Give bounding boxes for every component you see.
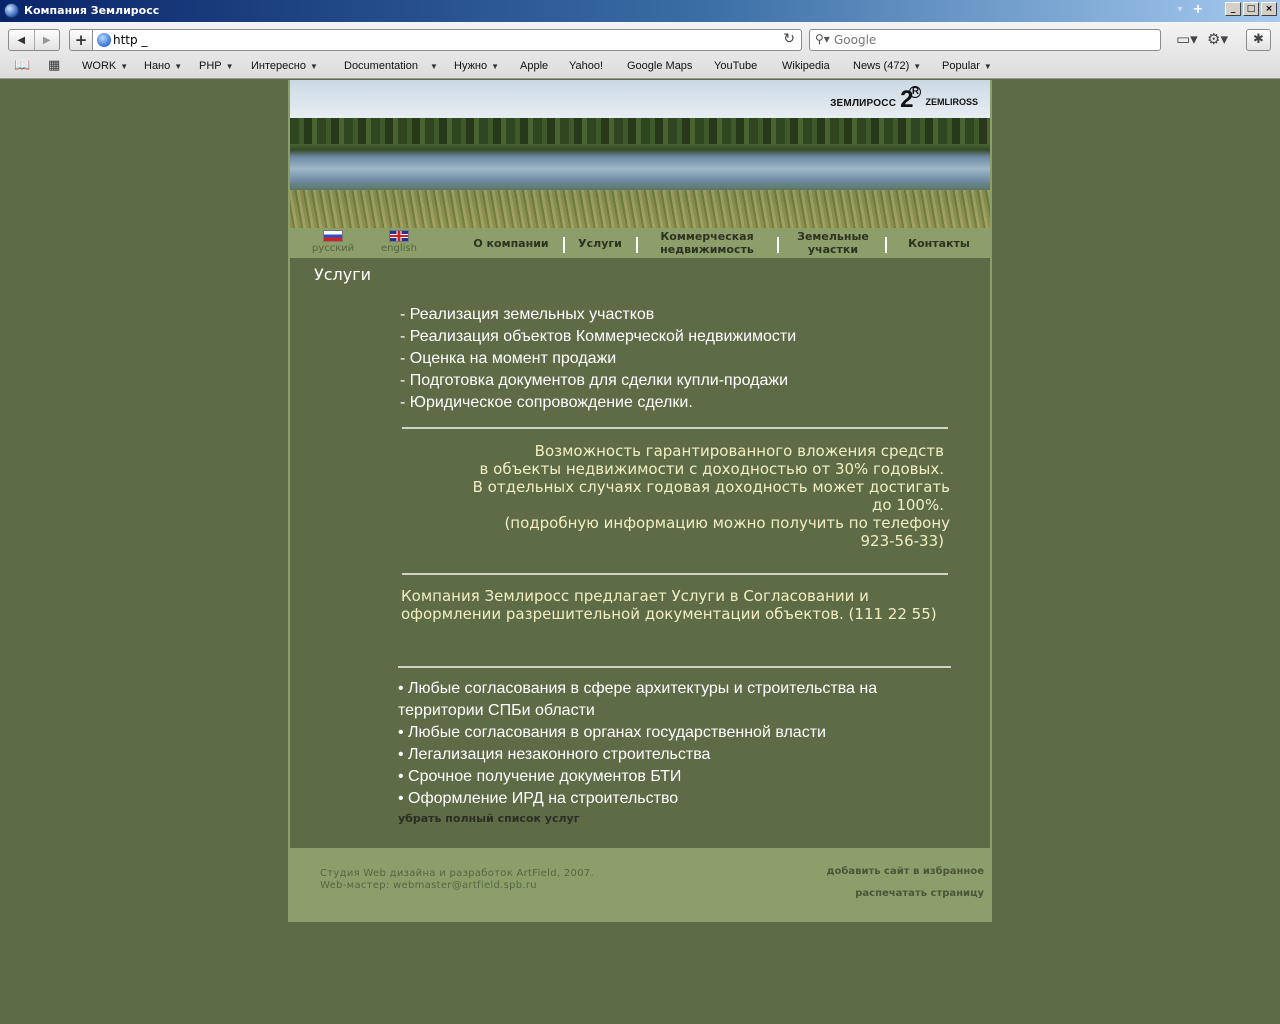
approvals-list [398,678,958,810]
list-item: - Юридическое сопровождение сделки. [400,394,693,411]
main-content [290,258,990,848]
site-page [288,80,992,922]
address-bar[interactable] [93,29,802,51]
banner-treeline [290,118,990,144]
maximize-button[interactable]: □ [1243,2,1259,16]
browser-toolbar [0,22,1280,79]
top-sites-icon[interactable]: ▦ [48,58,61,73]
url-text[interactable]: http _ [113,33,148,47]
nav-separator [636,237,638,253]
window-title: Компания Землиросс [24,4,160,17]
page-menu-icon[interactable]: ▭▾ [1176,30,1198,48]
list-item: - Оценка на момент продажи [400,350,617,367]
credit-studio: Студия Web дизайна и разработок ArtField, 2007. [320,868,594,879]
bookmark-php[interactable]: PHP ▼ [199,60,234,72]
lang-russian[interactable]: русский [308,230,358,254]
logo-mark: 2 R [900,88,913,112]
nav-about[interactable]: О компании [473,236,549,250]
bookmark-nano[interactable]: Нано ▼ [144,60,183,72]
bookmark-news[interactable]: News (472) ▼ [853,60,922,72]
nav-contacts[interactable]: Контакты [908,236,970,250]
bookmark-google-maps[interactable]: Google Maps [627,60,693,72]
list-item: • Любые согласования в сфере архитектуры и строительства на территории СПБи области [398,680,878,719]
nav-services[interactable]: Услуги [578,236,622,250]
window-titlebar [0,0,1280,22]
nav-land-plots[interactable]: Земельные участки [797,230,869,256]
site-logo[interactable] [830,88,978,112]
credit-webmaster[interactable]: Web-мастер: webmaster@artfield.spb.ru [320,880,537,891]
minimize-button[interactable]: _ [1225,2,1241,16]
bookmark-needed[interactable]: Нужно ▼ [454,60,500,72]
uk-flag-icon [389,230,409,242]
nav-commercial[interactable]: Коммерческая недвижимость [660,230,754,256]
divider [402,427,948,429]
bookmark-interesting[interactable]: Интересно ▼ [251,60,318,72]
list-item: - Реализация земельных участков [400,306,655,323]
bookmark-work[interactable]: WORK ▼ [82,60,129,72]
bookmark-apple[interactable]: Apple [520,60,549,72]
bookmark-wikipedia[interactable]: Wikipedia [782,60,830,72]
bug-icon[interactable]: ✱ [1246,29,1271,51]
search-input[interactable] [834,33,1154,47]
reading-list-icon[interactable]: 📖 [14,58,31,73]
list-item: • Любые согласования в органах государственной власти [398,724,826,741]
bookmark-documentation[interactable]: Documentation ▼ [344,60,438,72]
bookmarks-bar [0,56,1280,78]
registered-mark: R [909,86,921,98]
browser-app-icon [4,3,19,18]
add-bookmark-button[interactable]: + [69,29,93,51]
approval-services-text: Компания Землиросс предлагает Услуги в Согласовании и оформлении разрешительной документации объектов. (111 22 55) [401,587,937,623]
divider [402,573,948,575]
add-to-favorites-link[interactable]: добавить сайт в избранное [826,866,984,877]
list-item: • Легализация незаконного строительства [398,746,711,763]
logo-text-en: ZEMLIROSS [925,97,978,107]
lang-english[interactable]: english [374,230,424,254]
bookmark-yahoo[interactable]: Yahoo! [569,60,604,72]
list-item: • Срочное получение документов БТИ [398,768,682,785]
history-nav [8,29,60,51]
nav-separator [885,237,887,253]
gear-icon[interactable]: ⚙▾ [1207,30,1228,48]
list-item: - Реализация объектов Коммерческой недвижимости [400,328,797,345]
footer-credits [320,868,594,892]
list-item: - Подготовка документов для сделки купли-продажи [400,372,789,389]
globe-icon [97,33,111,47]
site-navbar [290,228,990,258]
list-item: • Оформление ИРД на строительство [398,790,679,807]
close-button[interactable]: × [1261,2,1277,16]
services-list [400,304,796,414]
search-icon[interactable]: ⚲▾ [815,32,830,46]
bookmark-youtube[interactable]: YouTube [714,60,758,72]
page-title: Услуги [314,265,372,284]
bookmark-popular[interactable]: Popular ▼ [942,60,992,72]
investment-offer: Возможность гарантированного вложения средств в объекты недвижимости с доходностью от 30% годовых. В отдельных случаях годовая доходность может достигать до 100%. (подробную информацию можно получить по телефону 923-56-33) [472,442,950,550]
banner-grass [290,190,990,228]
print-page-link[interactable]: распечатать страницу [855,888,984,899]
nav-separator [563,237,565,253]
forward-button[interactable]: ▶ [34,30,60,50]
back-button[interactable]: ◀ [17,34,26,46]
logo-text-ru: ЗЕМЛИРОСС [830,97,897,109]
header-banner [290,80,990,228]
tab-list-button[interactable]: ▾ [1177,4,1183,15]
site-footer [288,848,992,922]
hide-full-list-link[interactable]: убрать полный список услуг [398,812,580,825]
search-bar[interactable] [809,29,1161,51]
nav-separator [777,237,779,253]
new-tab-button[interactable]: + [1192,2,1204,17]
reload-icon[interactable]: ↻ [783,31,795,47]
divider [398,666,951,668]
russian-flag-icon [323,230,343,242]
